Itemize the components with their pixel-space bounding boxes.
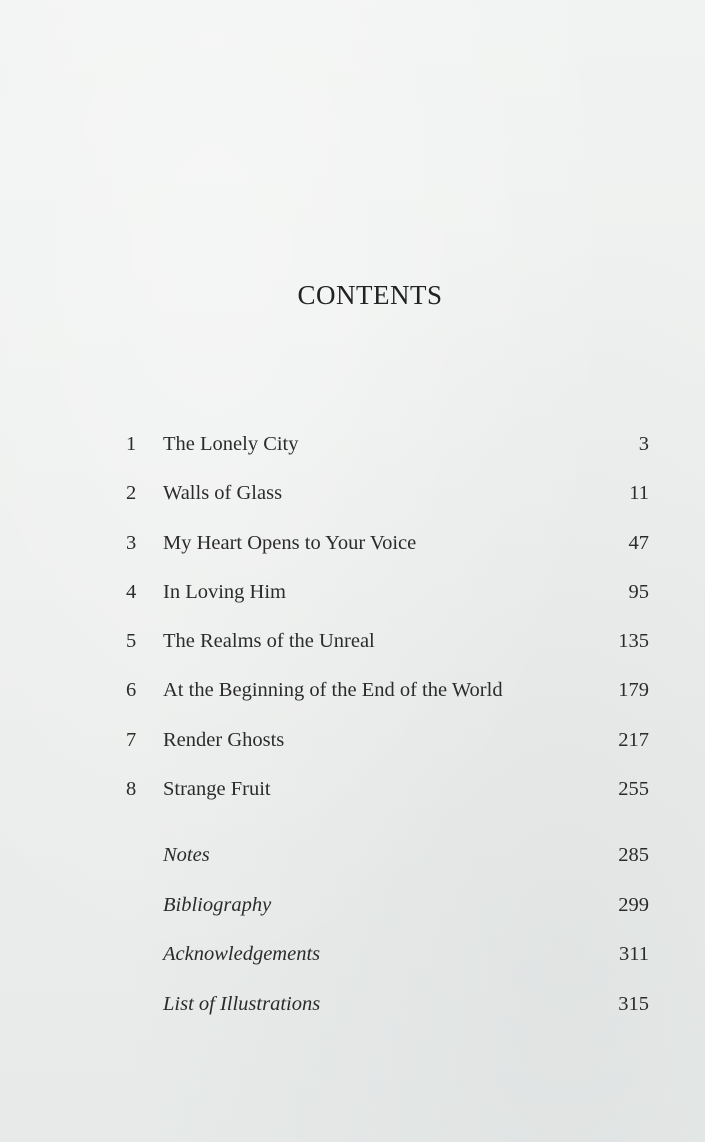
toc-entry [0, 630, 705, 660]
back-matter-title: List of Illustrations [163, 993, 321, 1015]
chapter-title: Render Ghosts [163, 729, 285, 751]
page-number: 135 [618, 630, 649, 652]
chapter-number: 3 [126, 532, 137, 554]
toc-entry [0, 433, 705, 463]
chapter-number: 2 [126, 482, 137, 504]
chapter-title: At the Beginning of the End of the World [163, 679, 503, 701]
toc-back-matter-entry [0, 993, 705, 1023]
chapter-title: My Heart Opens to Your Voice [163, 532, 417, 554]
toc-entry [0, 729, 705, 759]
chapter-title: Strange Fruit [163, 778, 271, 800]
chapter-number: 8 [126, 778, 137, 800]
page-number: 315 [618, 993, 649, 1015]
chapter-title: The Lonely City [163, 433, 299, 455]
toc-back-matter-entry [0, 894, 705, 924]
back-matter-title: Acknowledgements [163, 943, 321, 965]
page-number: 3 [638, 433, 649, 455]
chapter-number: 4 [126, 581, 137, 603]
toc-entry [0, 679, 705, 709]
page-number: 311 [619, 943, 649, 965]
toc-entry [0, 581, 705, 611]
chapter-number: 1 [126, 433, 137, 455]
chapter-number: 6 [126, 679, 137, 701]
chapter-title: In Loving Him [163, 581, 286, 603]
back-matter-title: Notes [163, 844, 210, 866]
page-number: 217 [618, 729, 649, 751]
chapter-title: The Realms of the Unreal [163, 630, 375, 652]
toc-back-matter-entry [0, 844, 705, 874]
toc-entry [0, 482, 705, 512]
chapter-title: Walls of Glass [163, 482, 283, 504]
toc-entry [0, 778, 705, 808]
chapter-number: 5 [126, 630, 137, 652]
toc-back-matter-entry [0, 943, 705, 973]
page-number: 47 [628, 532, 649, 554]
page-number: 285 [618, 844, 649, 866]
page-number: 95 [628, 581, 649, 603]
page-number: 255 [618, 778, 649, 800]
chapter-number: 7 [126, 729, 137, 751]
page-number: 179 [618, 679, 649, 701]
page-number: 299 [618, 894, 649, 916]
page-title: CONTENTS [297, 280, 443, 310]
page-number: 11 [629, 482, 649, 504]
back-matter-title: Bibliography [163, 894, 272, 916]
toc-entry [0, 532, 705, 562]
